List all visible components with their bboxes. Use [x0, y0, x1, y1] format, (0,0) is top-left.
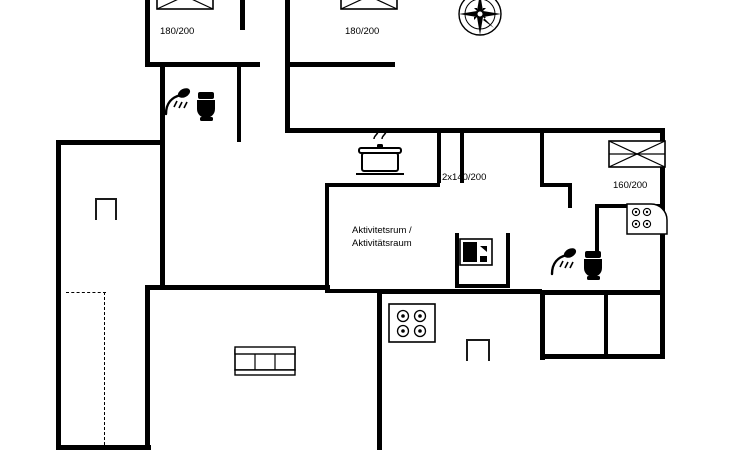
wall-center-top-horizontal	[285, 62, 395, 67]
wall-outer-left-vertical	[56, 140, 61, 450]
wall-tv-niche-right	[506, 233, 510, 288]
wall-activity-left-vertical	[325, 183, 329, 293]
room-label-activity-line2: Aktivitätsraum	[352, 238, 412, 249]
wall-lower-left-top	[145, 285, 330, 290]
cooktop-icon-right	[626, 203, 668, 256]
wall-center-vertical-long	[285, 62, 290, 132]
stove-pot-icon	[352, 133, 410, 186]
wall-right-corridor-vertical	[568, 183, 572, 208]
niche-center-vertical-b	[488, 339, 490, 361]
cooktop-icon-center	[388, 303, 436, 348]
toilet-icon-right	[581, 251, 607, 286]
wall-activity-bottom	[325, 289, 380, 293]
wall-right-bath-vertical-b	[540, 290, 545, 360]
wall-left-bedroom-vertical-a	[145, 0, 150, 62]
niche-left-horizontal-a	[95, 198, 117, 200]
bed-label-left: 180/200	[160, 26, 195, 37]
door-label-center: 2x140/200	[442, 172, 487, 183]
bed-icon-center	[340, 0, 398, 27]
wall-left-bath-bottom	[160, 186, 165, 286]
wall-center-top-vertical-b	[285, 0, 290, 62]
niche-left-vertical-a	[95, 198, 97, 220]
shower-icon-right	[549, 245, 579, 284]
wall-center-lower-horizontal	[377, 289, 542, 294]
bed-label-right: 160/200	[613, 180, 648, 191]
room-label-activity-line1: Aktivitetsrum /	[352, 225, 412, 236]
compass-rose-icon	[452, 0, 508, 47]
wall-interior-left-vertical	[145, 285, 150, 450]
wall-right-bedroom-bottom	[540, 183, 570, 187]
wall-right-bath-left	[595, 204, 599, 254]
tv-icon	[459, 238, 493, 275]
niche-left-vertical-b	[115, 198, 117, 220]
bed-label-center: 180/200	[345, 26, 380, 37]
toilet-icon-left	[194, 92, 220, 127]
bed-icon-right	[608, 140, 666, 185]
wall-center-lower-vertical	[377, 289, 382, 450]
wall-right-lower-vertical	[604, 295, 608, 355]
wall-right-lower-horizontal	[540, 354, 665, 359]
terrace-dashed-top	[66, 292, 106, 293]
niche-center-vertical-a	[466, 339, 468, 361]
niche-center-horizontal-a	[466, 339, 490, 341]
wall-right-bedroom-left	[540, 128, 544, 186]
wall-center-top-vertical-a	[240, 0, 245, 30]
wall-outer-top-right	[430, 128, 665, 133]
wall-door-jamb-left	[437, 128, 441, 183]
terrace-dashed-left	[104, 292, 105, 450]
shower-icon-left	[163, 85, 193, 124]
wall-left-bath-vertical	[160, 62, 165, 192]
sofa-icon	[234, 346, 296, 383]
wall-tv-niche-bottom	[455, 284, 510, 288]
wall-outer-left-top	[56, 140, 163, 145]
wall-right-bath-horizontal-b	[540, 290, 665, 295]
wall-left-bath-right-vertical	[237, 67, 241, 142]
bed-icon-left	[156, 0, 214, 27]
